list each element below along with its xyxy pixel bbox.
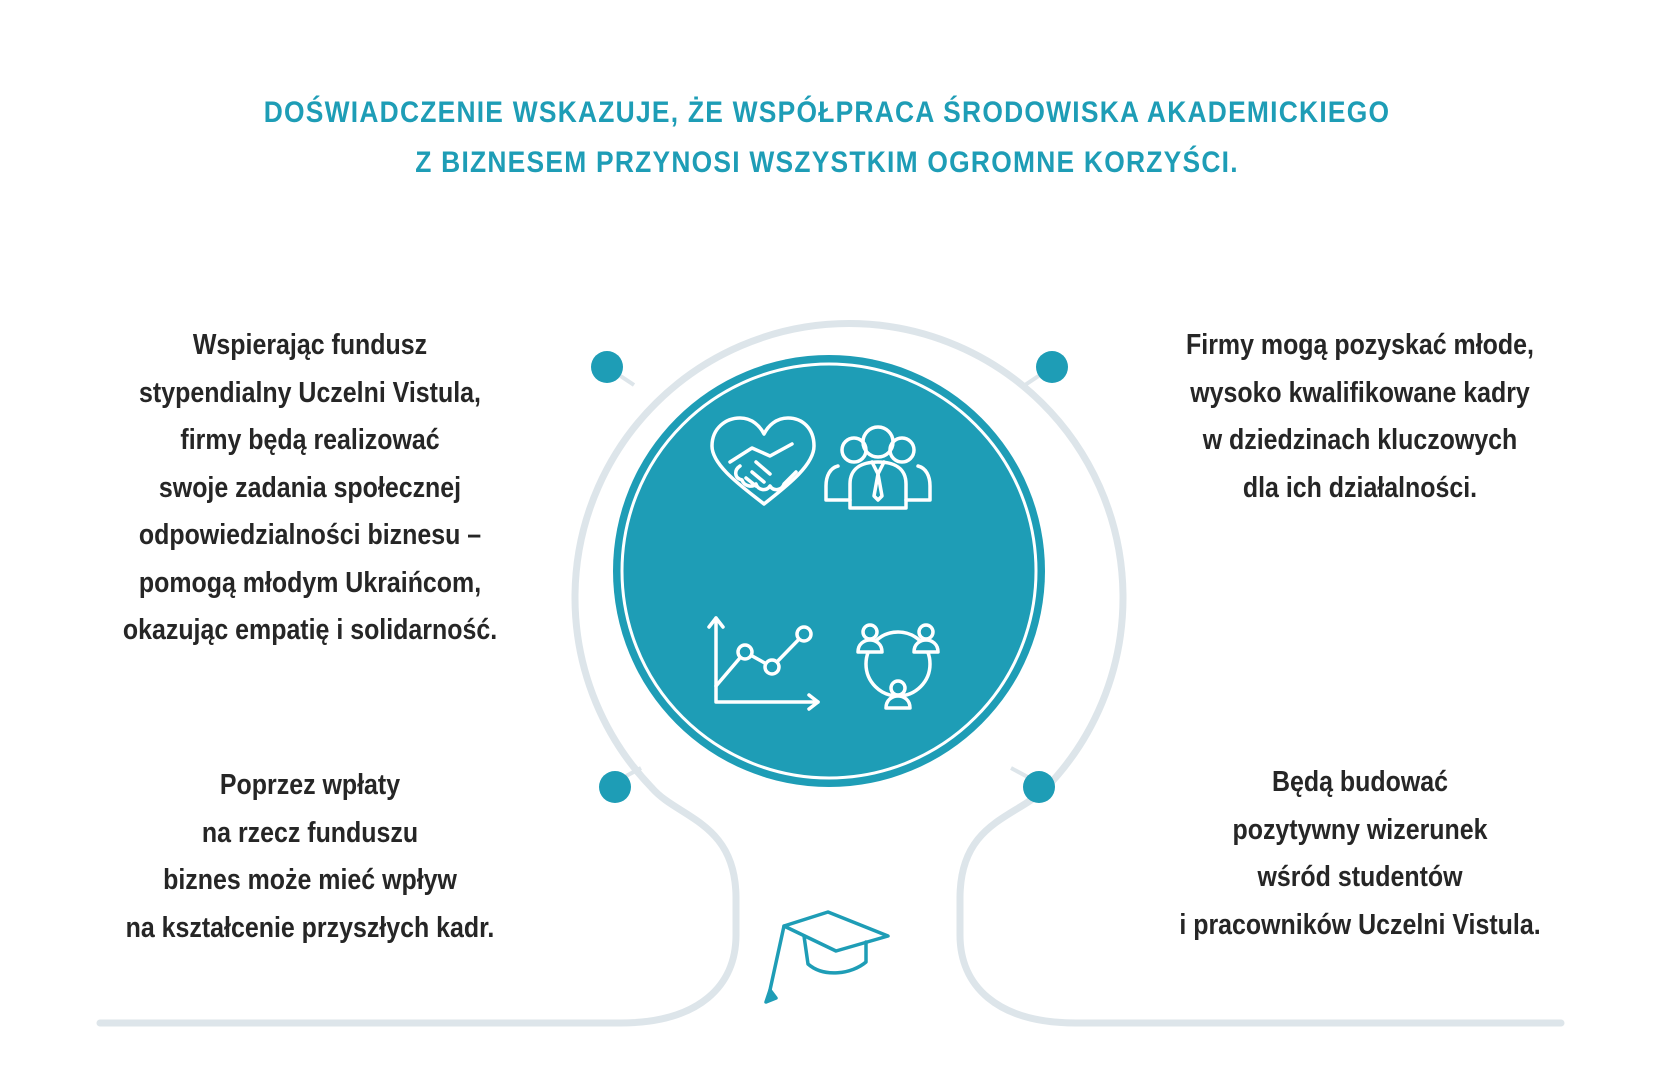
connector-dot-top-left — [591, 351, 623, 383]
benefit-line: i pracowników Uczelni Vistula. — [1179, 908, 1541, 941]
benefit-line: okazując empatię i solidarność. — [122, 614, 498, 646]
benefit-line: Wspierając fundusz — [192, 329, 428, 361]
benefit-line: stypendialny Uczelni Vistula, — [139, 376, 481, 409]
benefit-line: pozytywny wizerunek — [1232, 813, 1488, 846]
benefit-line: na rzecz funduszu — [201, 816, 419, 849]
graduation-cap-icon — [766, 912, 888, 1002]
headline-line-2: Z BIZNESEM PRZYNOSI WSZYSTKIM OGROMNE KORZYŚCI. — [415, 146, 1239, 179]
benefit-text-bottom-left — [69, 762, 551, 952]
benefit-line: Będą budować — [1271, 766, 1449, 798]
benefit-line: swoje zadania społecznej — [158, 471, 462, 504]
benefit-line: dla ich działalności. — [1242, 471, 1478, 504]
benefit-line: wysoko kwalifikowane kadry — [1190, 376, 1530, 409]
benefit-line: biznes może mieć wpływ — [163, 864, 457, 896]
benefit-line: wśród studentów — [1257, 861, 1463, 893]
benefit-text-bottom-right — [1119, 759, 1601, 949]
connector-dot-bottom-left — [599, 771, 631, 803]
center-disc — [613, 355, 1045, 787]
connector-dot-bottom-right — [1023, 771, 1055, 803]
connector-dot-top-right — [1036, 351, 1068, 383]
benefit-text-top-left — [69, 322, 551, 655]
benefit-text-top-right — [1119, 322, 1601, 512]
benefit-line: firmy będą realizować — [180, 424, 440, 456]
benefit-line: Poprzez wpłaty — [219, 769, 401, 801]
benefit-line: w dziedzinach kluczowych — [1202, 424, 1518, 456]
benefit-line: odpowiedzialności biznesu – — [138, 519, 482, 551]
headline-line-1: DOŚWIADCZENIE WSKAZUJE, ŻE WSPÓŁPRACA ŚRODOWISKA AKADEMICKIEGO — [263, 96, 1391, 129]
benefit-line: na kształcenie przyszłych kadr. — [125, 911, 495, 944]
benefit-line: pomogą młodym Ukraińcom, — [138, 566, 482, 599]
benefit-line: Firmy mogą pozyskać młode, — [1186, 329, 1534, 361]
